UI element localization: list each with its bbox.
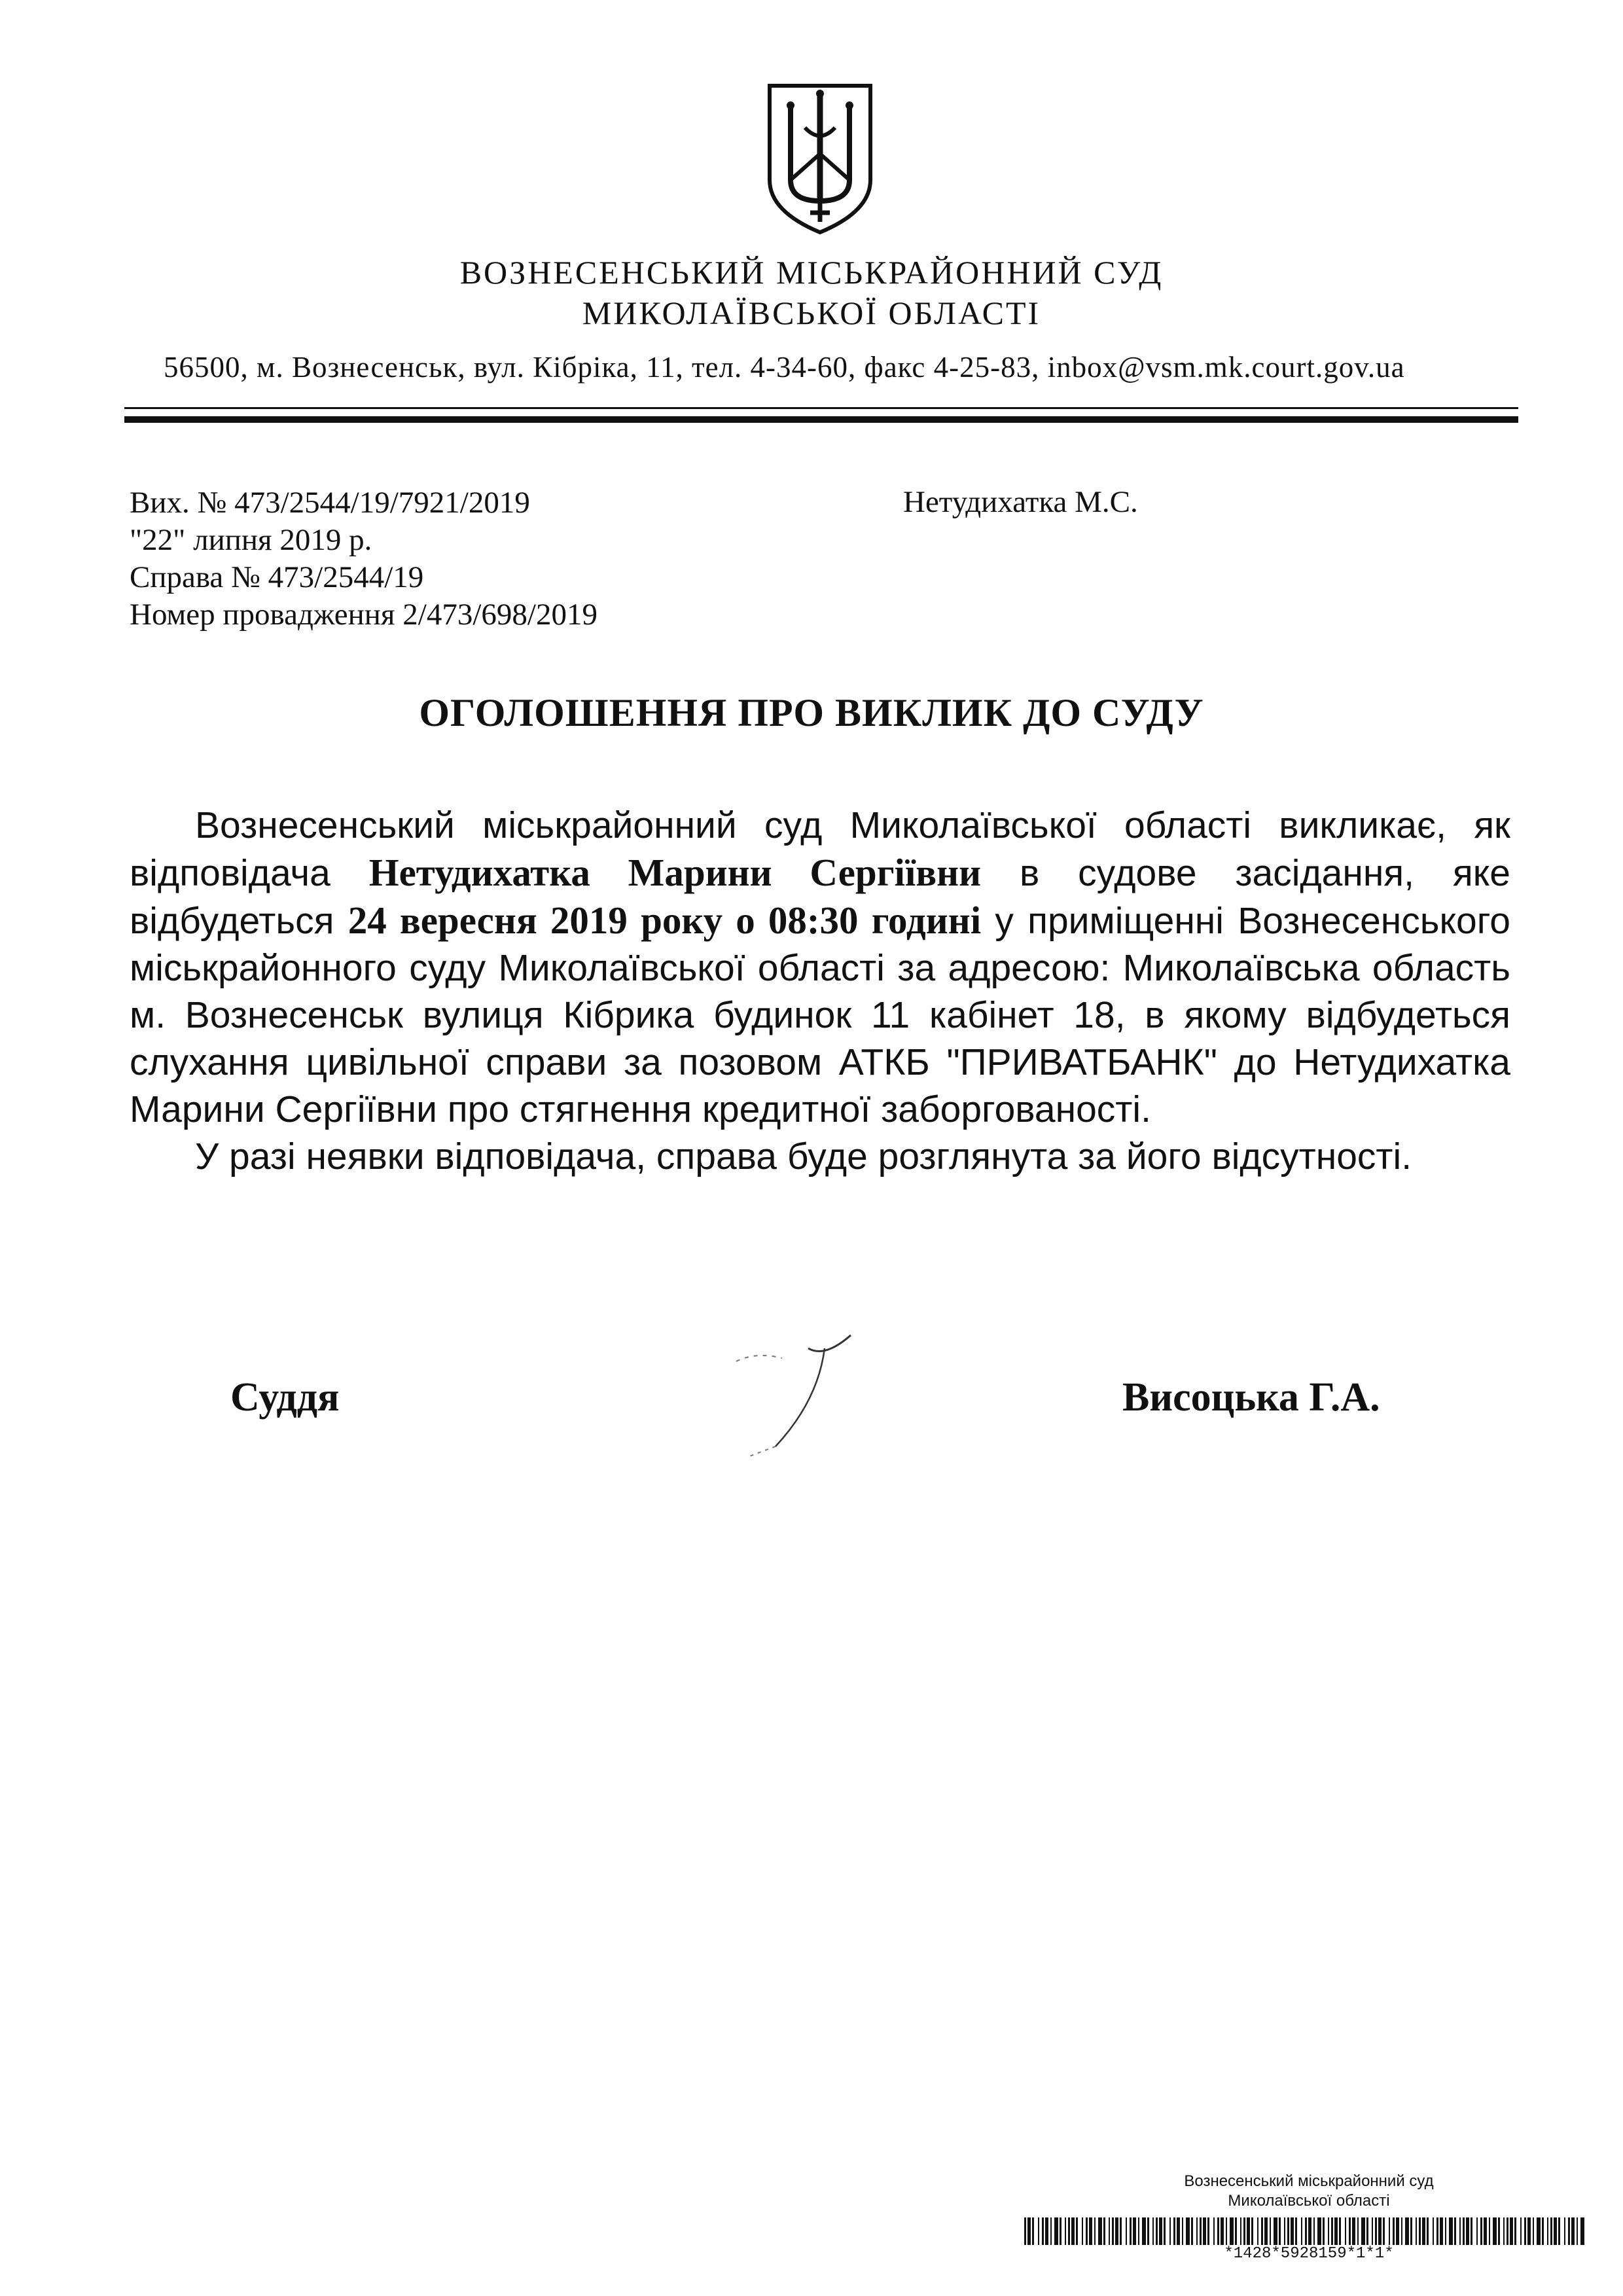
barcode-bar — [1065, 2217, 1066, 2245]
barcode-bar — [1345, 2217, 1346, 2245]
barcode-bar — [1094, 2217, 1096, 2245]
barcode-bar — [1152, 2217, 1154, 2245]
barcode-bar — [1493, 2217, 1497, 2245]
barcode-bar — [1459, 2217, 1461, 2245]
barcode-bar — [1024, 2217, 1026, 2245]
barcode-bar — [1071, 2217, 1075, 2245]
barcode-bar — [1247, 2217, 1250, 2245]
barcode-bar — [1230, 2217, 1234, 2245]
barcode-bar — [1352, 2217, 1355, 2245]
barcode-icon — [1024, 2217, 1587, 2245]
coat-of-arms-icon — [764, 82, 876, 236]
barcode-bar — [1454, 2217, 1456, 2245]
barcode-bar — [1291, 2217, 1294, 2245]
barcode-bar — [1182, 2217, 1183, 2245]
barcode-bar — [1558, 2217, 1560, 2245]
barcode-bar — [1445, 2217, 1446, 2245]
barcode-bar — [1427, 2217, 1429, 2245]
barcode-bar — [1098, 2217, 1102, 2245]
barcode-bar — [1103, 2217, 1105, 2245]
barcode-bar — [1054, 2217, 1058, 2245]
judge-name: Висоцька Г.А. — [1122, 1375, 1380, 1420]
barcode-bar — [1196, 2217, 1198, 2245]
barcode-bar — [1577, 2217, 1578, 2245]
barcode-bar — [1542, 2217, 1544, 2245]
barcode-bar — [1076, 2217, 1078, 2245]
barcode-bar — [1226, 2217, 1227, 2245]
barcode-bar — [1086, 2217, 1088, 2245]
barcode-bar — [1264, 2217, 1268, 2245]
barcode-bar — [1120, 2217, 1122, 2245]
barcode-bar — [1274, 2217, 1277, 2245]
text-segment: у приміщенні Вознесенського міськрайонного суду Миколаївської області за адресою: Миколаївська область м. Вознесенськ вулиця Кібрика будинок 11 кабінет 18, в якому відбудеться слухання цивільної справи за позовом АТКБ "ПРИВАТБАНК" до Нетудихатка Марини Сергіївни про стягнення кредитної заборгованості. — [130, 900, 1510, 1130]
barcode-bar — [1317, 2217, 1321, 2245]
barcode-bar — [1203, 2217, 1206, 2245]
barcode-bar — [1339, 2217, 1341, 2245]
signature-icon — [710, 1322, 874, 1460]
barcode-bar — [1284, 2217, 1285, 2245]
barcode-bar — [1550, 2217, 1552, 2245]
barcode-bar — [1405, 2217, 1409, 2245]
barcode-bar — [1082, 2217, 1083, 2245]
barcode-bar — [1060, 2217, 1061, 2245]
barcode-bar — [1366, 2217, 1368, 2245]
barcode-bar — [1213, 2217, 1215, 2245]
barcode-bar — [1564, 2217, 1565, 2245]
barcode-bar — [1240, 2217, 1241, 2245]
case-number: Справа № 473/2544/19 — [130, 560, 424, 594]
barcode-bar — [1142, 2217, 1146, 2245]
barcode-bar — [1305, 2217, 1307, 2245]
text-segment: Вознесенський міськрайонний суд Миколаївської області викликає, як відповідача — [130, 804, 1510, 894]
barcode-bar — [1463, 2217, 1465, 2245]
barcode-bar — [1571, 2217, 1575, 2245]
barcode-bar — [1484, 2217, 1487, 2245]
barcode-bar — [1257, 2217, 1258, 2245]
stamp-court-name — [1021, 2172, 1597, 2211]
barcode-bar — [1038, 2217, 1039, 2245]
barcode-bar — [1372, 2217, 1373, 2245]
barcode-bar — [1433, 2217, 1434, 2245]
barcode-bar — [1422, 2217, 1425, 2245]
barcode-bar — [1287, 2217, 1289, 2245]
barcode-bar — [1416, 2217, 1417, 2245]
barcode-bar — [1361, 2217, 1365, 2245]
barcode-bar — [1261, 2217, 1263, 2245]
notice-body — [130, 802, 1510, 1180]
barcode-bar — [1138, 2217, 1139, 2245]
barcode-bar — [1164, 2217, 1166, 2245]
barcode-bar — [1308, 2217, 1311, 2245]
defendant-name: Нетудихатка Марини Сергіївни — [368, 851, 982, 894]
stamp-court-line1: Вознесенський міськрайонний суд — [1184, 2172, 1434, 2190]
barcode-bar — [1050, 2217, 1052, 2245]
stamp-court-line2: Миколаївської області — [1228, 2192, 1390, 2210]
barcode-bar — [1147, 2217, 1149, 2245]
proceeding-number: Номер провадження 2/473/698/2019 — [130, 598, 597, 632]
notice-paragraph — [130, 802, 1510, 1133]
court-name-line2: МИКОЛАЇВСЬКОЇ ОБЛАСТІ — [582, 295, 1041, 331]
barcode-bar — [1130, 2217, 1132, 2245]
header-rule-thick — [124, 416, 1518, 423]
court-name-line1: ВОЗНЕСЕНСЬКИЙ МІСЬКРАЙОННИЙ СУД — [459, 254, 1164, 291]
barcode-bar — [1126, 2217, 1127, 2245]
barcode-bar — [1027, 2217, 1031, 2245]
barcode-bar — [1349, 2217, 1351, 2245]
barcode-bar — [1503, 2217, 1505, 2245]
barcode-bar — [1401, 2217, 1402, 2245]
barcode-bar — [1520, 2217, 1522, 2245]
header-rule-thin — [124, 407, 1518, 409]
barcode-bar — [1533, 2217, 1534, 2245]
document-meta — [130, 484, 597, 634]
barcode-bar — [1568, 2217, 1570, 2245]
judge-label: Суддя — [230, 1375, 340, 1420]
barcode-bar — [1537, 2217, 1541, 2245]
text-segment: в судове засідання, яке відбудеться — [130, 852, 1510, 942]
barcode-bar — [1419, 2217, 1421, 2245]
barcode-bar — [1396, 2217, 1399, 2245]
barcode-bar — [1527, 2217, 1531, 2245]
barcode-bar — [1156, 2217, 1158, 2245]
barcode-bar — [1191, 2217, 1193, 2245]
barcode-bar — [1383, 2217, 1385, 2245]
barcode-bar — [1313, 2217, 1315, 2245]
barcode-bar — [1169, 2217, 1171, 2245]
barcode-bar — [1323, 2217, 1325, 2245]
barcode-bar — [1489, 2217, 1490, 2245]
barcode-bar — [1476, 2217, 1478, 2245]
barcode-bar — [1507, 2217, 1508, 2245]
barcode-bar — [1393, 2217, 1395, 2245]
court-name — [0, 252, 1623, 333]
barcode-bar — [1115, 2217, 1118, 2245]
barcode-bar — [1480, 2217, 1482, 2245]
outgoing-number: Вих. № 473/2544/19/7921/2019 — [130, 486, 530, 520]
barcode-bar — [1328, 2217, 1329, 2245]
barcode-bar — [1045, 2217, 1048, 2245]
barcode-bar — [1580, 2217, 1584, 2245]
barcode-bar — [1524, 2217, 1526, 2245]
barcode-bar — [1375, 2217, 1377, 2245]
barcode-bar — [1279, 2217, 1281, 2245]
barcode-bar — [1221, 2217, 1224, 2245]
barcode-bar — [1270, 2217, 1271, 2245]
barcode-bar — [1177, 2217, 1180, 2245]
barcode-bar — [1251, 2217, 1253, 2245]
barcode-bar — [1032, 2217, 1034, 2245]
addressee: Нетудихатка М.С. — [903, 485, 1138, 519]
barcode-bar — [1510, 2217, 1513, 2245]
barcode-bar — [1109, 2217, 1110, 2245]
barcode-bar — [1357, 2217, 1359, 2245]
barcode-bar — [1466, 2217, 1469, 2245]
barcode-text: *1428*5928159*1*1* — [1224, 2245, 1394, 2263]
barcode-bar — [1334, 2217, 1338, 2245]
barcode-bar — [1378, 2217, 1382, 2245]
court-address: 56500, м. Вознесенськ, вул. Кібріка, 11, тел. 4-34-60, факс 4-25-83, inbox@vsm.mk.court.gov.ua — [164, 351, 1405, 384]
document-date: "22" липня 2019 р. — [130, 523, 372, 557]
barcode-bar — [1514, 2217, 1516, 2245]
barcode-bar — [1554, 2217, 1557, 2245]
barcode-bar — [1112, 2217, 1114, 2245]
barcode-bar — [1331, 2217, 1333, 2245]
barcode-bar — [1173, 2217, 1175, 2245]
hearing-datetime: 24 вересня 2019 року о 08:30 годині — [348, 899, 982, 942]
barcode-bar — [1217, 2217, 1219, 2245]
barcode-bar — [1547, 2217, 1548, 2245]
barcode-bar — [1471, 2217, 1472, 2245]
barcode-bar — [1186, 2217, 1190, 2245]
barcode-bar — [1089, 2217, 1092, 2245]
barcode-bar — [1389, 2217, 1390, 2245]
barcode-bar — [1440, 2217, 1443, 2245]
barcode-bar — [1301, 2217, 1302, 2245]
barcode-bar — [1207, 2217, 1209, 2245]
document-title: ОГОЛОШЕННЯ ПРО ВИКЛИК ДО СУДУ — [419, 691, 1204, 734]
barcode-bar — [1410, 2217, 1412, 2245]
barcode-bar — [1200, 2217, 1202, 2245]
barcode-bar — [1133, 2217, 1136, 2245]
absence-paragraph: У разі неявки відповідача, справа буде розглянута за його відсутності. — [195, 1136, 1412, 1177]
barcode-bar — [1159, 2217, 1162, 2245]
barcode-bar — [1042, 2217, 1044, 2245]
barcode-bar — [1498, 2217, 1500, 2245]
barcode-bar — [1243, 2217, 1245, 2245]
barcode-bar — [1449, 2217, 1453, 2245]
barcode-bar — [1235, 2217, 1237, 2245]
barcode-bar — [1436, 2217, 1438, 2245]
barcode-bar — [1068, 2217, 1070, 2245]
barcode-bar — [1295, 2217, 1297, 2245]
